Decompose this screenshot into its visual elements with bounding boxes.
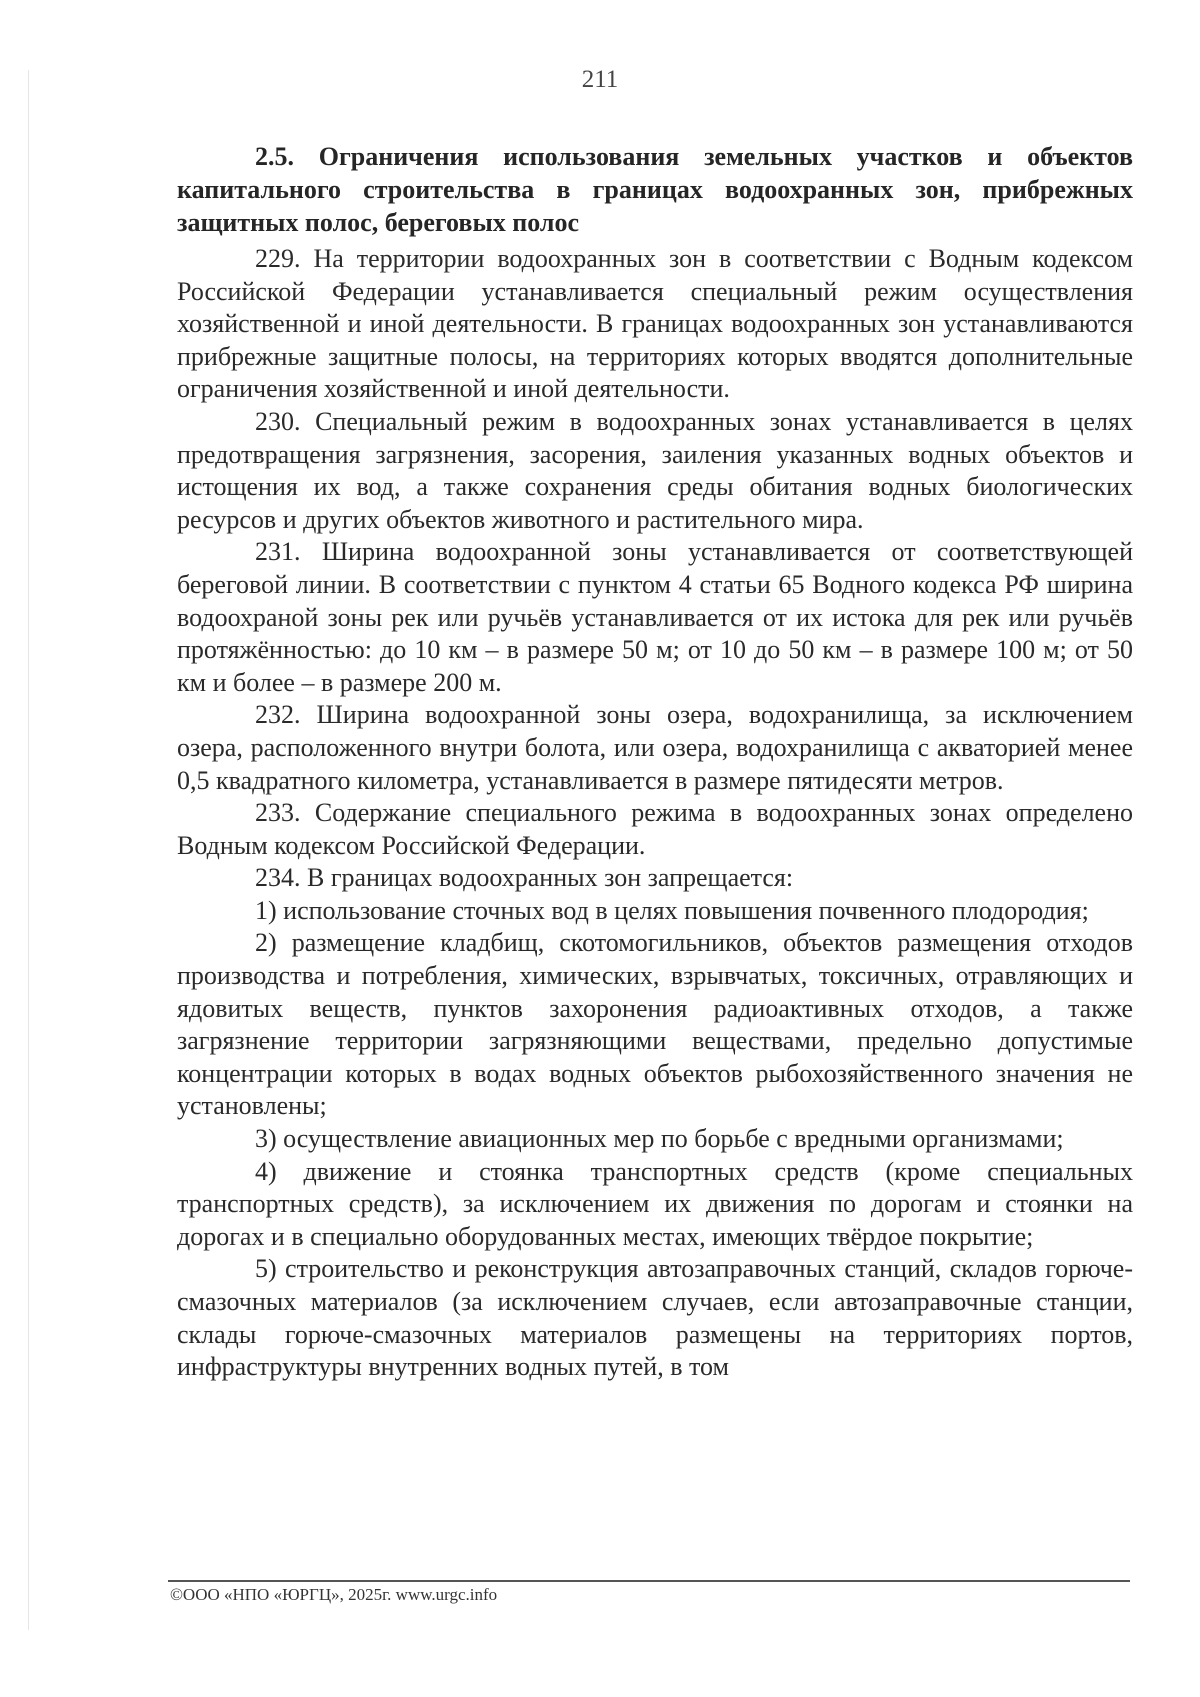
paragraph-234: 234. В границах водоохранных зон запрещается: <box>255 863 794 893</box>
paragraph-233: 233. Содержание специального режима в водоохранных зонах определено Водным кодексом Российской Федерации. <box>177 798 1133 860</box>
list-item-2: 2) размещение кладбищ, скотомогильников, объектов размещения отходов производства и потребления, химических, взрывчатых, токсичных, отравляющих и ядовитых веществ, пунктов захоронения радиоактивных отходов, а также загрязнение территории загрязняющими веществами, предельно допустимые концентрации которых в водах водных объектов рыбохозяйственного значения не установлены; <box>177 928 1133 1121</box>
footer-divider <box>168 1580 1130 1582</box>
paragraph-230: 230. Специальный режим в водоохранных зонах устанавливается в целях предотвращения загрязнения, засорения, заиления указанных водных объектов и истощения их вод, а также сохранения среды обитания водных биологических ресурсов и других объектов животного и растительного мира. <box>177 406 1133 534</box>
section-heading: 2.5. Ограничения использования земельных участков и объектов капитального строительства в границах водоохранных зон, прибрежных защитных полос, береговых полос <box>177 142 1133 237</box>
list-item-5: 5) строительство и реконструкция автозаправочных станций, складов горюче-смазочных материалов (за исключением случаев, если автозаправочные станции, склады горюче-смазочных материалов размещены на территориях портов, инфраструктуры внутренних водных путей, в том <box>177 1254 1133 1382</box>
list-item-3: 3) осуществление авиационных мер по борьбе с вредными организмами; <box>255 1124 1064 1154</box>
list-item-4: 4) движение и стоянка транспортных средств (кроме специальных транспортных средств), за исключением их движения по дорогам и стоянки на дорогах и в специально оборудованных местах, имеющих твёрдое покрытие; <box>177 1156 1133 1251</box>
page-number: 211 <box>581 66 619 93</box>
list-item-1: 1) использование сточных вод в целях повышения почвенного плодородия; <box>255 895 1089 925</box>
scan-edge-line <box>28 70 29 1630</box>
paragraph-232: 232. Ширина водоохранной зоны озера, водохранилища, за исключением озера, расположенного внутри болота, или озера, водохранилища с акваторией менее 0,5 квадратного километра, устанавливается в размере пятидесяти метров. <box>177 700 1133 795</box>
paragraph-229: 229. На территории водоохранных зон в соответствии с Водным кодексом Российской Федерации устанавливается специальный режим осуществления хозяйственной и иной деятельности. В границах водоохранных зон устанавливаются прибрежные защитные полосы, на территориях которых вводятся дополнительные ограничения хозяйственной и иной деятельности. <box>177 244 1133 404</box>
paragraph-231: 231. Ширина водоохранной зоны устанавливается от соответствующей береговой линии. В соответствии с пунктом 4 статьи 65 Водного кодекса РФ ширина водоохраной зоны рек или ручьёв устанавливается от их истока для рек или ручьёв протяжённостью: до 10 км – в размере 50 м; от 10 до 50 км – в размере 100 м; от 50 км и более – в размере 200 м. <box>177 537 1133 697</box>
footer-copyright: ©ООО «НПО «ЮРГЦ», 2025г. www.urgc.info <box>170 1585 498 1604</box>
document-body <box>177 140 1133 1384</box>
